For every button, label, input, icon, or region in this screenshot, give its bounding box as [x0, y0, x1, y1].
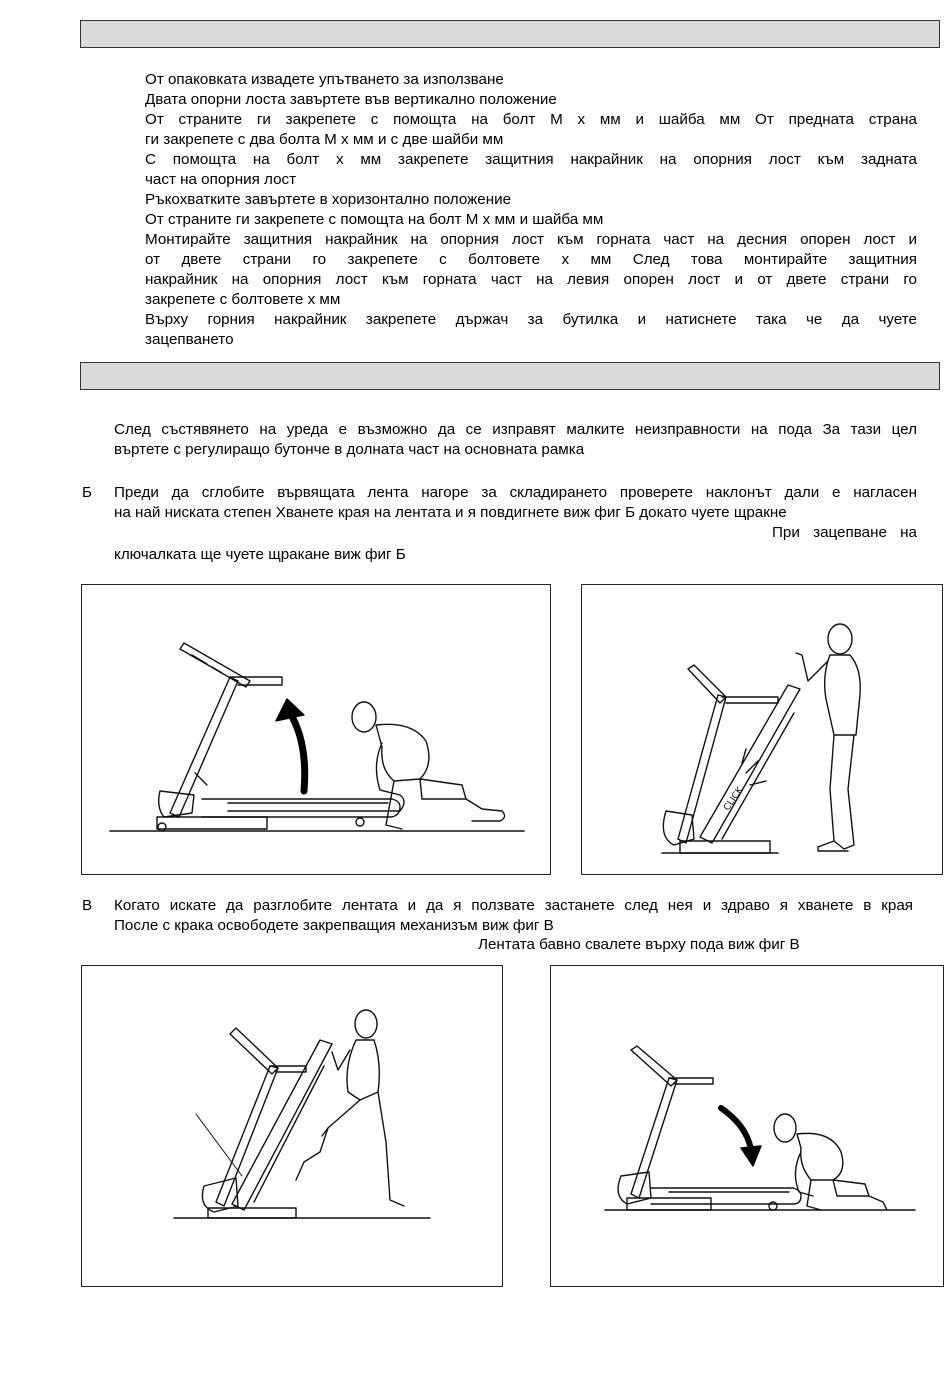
assembly-line-12: закрепете с болтовете х мм [145, 291, 341, 308]
section-b-line-1: Преди да сглобите вървящата лента нагоре за складирането проверете наклонът дали е нагласен [114, 484, 917, 501]
assembly-line-8: От страните ги закрепете с помощта на болт М х мм и шайба мм [145, 211, 604, 228]
click-label: CLICK [722, 785, 746, 813]
assembly-line-14: зацепването [145, 331, 234, 348]
section-v-marker: В [82, 897, 93, 914]
assembly-line-4: ги закрепете с два болта М х мм и с две шайби мм [145, 131, 504, 148]
assembly-line-11: накрайник на опорния лост към горната част на левия опорен лост и от двете страни го [145, 271, 917, 288]
figure-v1-release-foot [81, 965, 503, 1287]
assembly-line-1: От опаковката извадете упътването за използване [145, 71, 504, 88]
assembly-line-5: С помощта на болт х мм закрепете защитния накрайник на опорния лост към задната [145, 151, 917, 168]
figure-v2-lowering-deck [550, 965, 944, 1287]
section-v-line-1: Когато искате да разглобите лентата и да я ползвате застанете след нея и здраво я хванете в края [114, 897, 913, 914]
figure-b2-locking-click [581, 584, 943, 875]
section-header-bar-assembly [80, 20, 940, 48]
assembly-line-9: Монтирайте защитния накрайник на опорния лост към горната част на десния опорен лост и [145, 231, 917, 248]
figure-b1-lifting-deck [81, 584, 551, 875]
section-b-line-3: При зацепване на [772, 524, 917, 541]
assembly-line-6: част на опорния лост [145, 171, 297, 188]
assembly-line-3: От страните ги закрепете с помощта на болт М х мм и шайба мм От предната страна [145, 111, 917, 128]
assembly-line-2: Двата опорни лоста завъртете във вертикално положение [145, 91, 557, 108]
assembly-line-7: Ръкохватките завъртете в хоризонтално положение [145, 191, 512, 208]
section-header-bar-leveling [80, 362, 940, 390]
section-b-marker: Б [82, 484, 92, 501]
assembly-line-13: Върху горния накрайник закрепете държач за бутилка и натиснете така че да чуете [145, 311, 917, 328]
assembly-line-10: от двете страни го закрепете с болтовете х мм След това монтирайте защитния [145, 251, 917, 268]
section-v-line-3: Лентата бавно свалете върху пода виж фиг В [478, 936, 800, 953]
section-v-line-2: После с крака освободете закрепващия механизъм виж фиг В [114, 917, 554, 934]
leveling-line-2: въртете с регулиращо бутонче в долната част на основната рамка [114, 441, 585, 458]
section-b-line-4: ключалката ще чуете щракане виж фиг Б [114, 546, 406, 563]
section-b-line-2: на най ниската степен Хванете края на лентата и я повдигнете виж фиг Б докато чуете щракне [114, 504, 787, 521]
leveling-line-1: След състявянето на уреда е възможно да се изправят малките неизправности на пода За тази цел [114, 421, 917, 438]
